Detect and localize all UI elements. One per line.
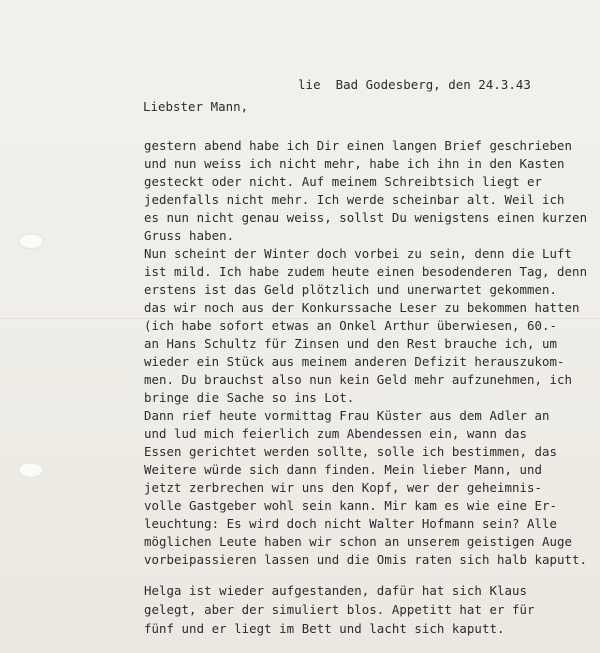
body-line: jedenfalls nicht mehr. Ich werde scheinbar alt. Weil ich (144, 192, 565, 207)
body-line: leuchtung: Es wird doch nicht Walter Hofmann sein? Alle (144, 516, 558, 531)
body-line: erstens ist das Geld plötzlich und unerwartet gekommen. (144, 282, 558, 297)
body-line: möglichen Leute haben wir schon an unserem geistigen Auge (144, 534, 573, 549)
letter-header (268, 62, 531, 107)
body-line: jetzt zerbrechen wir uns den Kopf, wer der geheimnis- (144, 480, 543, 495)
body-line: Helga ist wieder aufgestanden, dafür hat sich Klaus (144, 583, 527, 598)
punch-hole-bottom (18, 462, 44, 478)
body-line: wieder ein Stück aus meinem anderen Defizit herauszukom- (144, 354, 565, 369)
body-line: Gruss haben. (144, 228, 235, 243)
body-line: gelegt, aber der simuliert blos. Appetitt hat er für (144, 602, 535, 617)
body-line: und nun weiss ich nicht mehr, habe ich ihn in den Kasten (144, 156, 565, 171)
place-date: Bad Godesberg, den 24.3.43 (335, 77, 531, 92)
body-line: vorbeipassieren lassen und die Omis raten sich halb kaputt. (144, 552, 588, 567)
body-line: an Hans Schultz für Zinsen und den Rest brauche ich, um (144, 336, 558, 351)
body-line: Essen gerichtet werden sollte, solle ich bestimmen, das (144, 444, 558, 459)
body-line: men. Du brauchst also nun kein Geld mehr aufzunehmen, ich (144, 372, 573, 387)
body-line: gestern abend habe ich Dir einen langen Brief geschrieben (144, 138, 573, 153)
body-line: ist mild. Ich habe zudem heute einen besodenderen Tag, denn (144, 264, 588, 279)
body-line: Weitere würde sich dann finden. Mein lieber Mann, und (144, 462, 543, 477)
body-line: bringe die Sache so ins Lot. (144, 390, 355, 405)
body-line: Nun scheint der Winter doch vorbei zu sein, denn die Luft (144, 246, 573, 261)
body-line: das wir noch aus der Konkurssache Leser zu bekommen hatten (144, 300, 580, 315)
body-line: gesteckt oder nicht. Auf meinem Schreibtsich liegt er (144, 174, 543, 189)
body-line: (ich habe sofort etwas an Onkel Arthur überwiesen, 60.- (144, 318, 558, 333)
body-line: fünf und er liegt im Bett und lacht sich kaputt. (144, 621, 505, 636)
body-line: volle Gastgeber wohl sein kann. Mir kam es wie eine Er- (144, 498, 558, 513)
body-line: es nun nicht genau weiss, sollst Du wenigstens einen kurzen (144, 210, 588, 225)
punch-hole-top (18, 233, 44, 249)
header-prefix: lie (298, 77, 321, 92)
body-line: Dann rief heute vormittag Frau Küster aus dem Adler an (144, 408, 550, 423)
greeting: Liebster Mann, (143, 99, 249, 114)
body-line: und lud mich feierlich zum Abendessen ein, wann das (144, 426, 527, 441)
